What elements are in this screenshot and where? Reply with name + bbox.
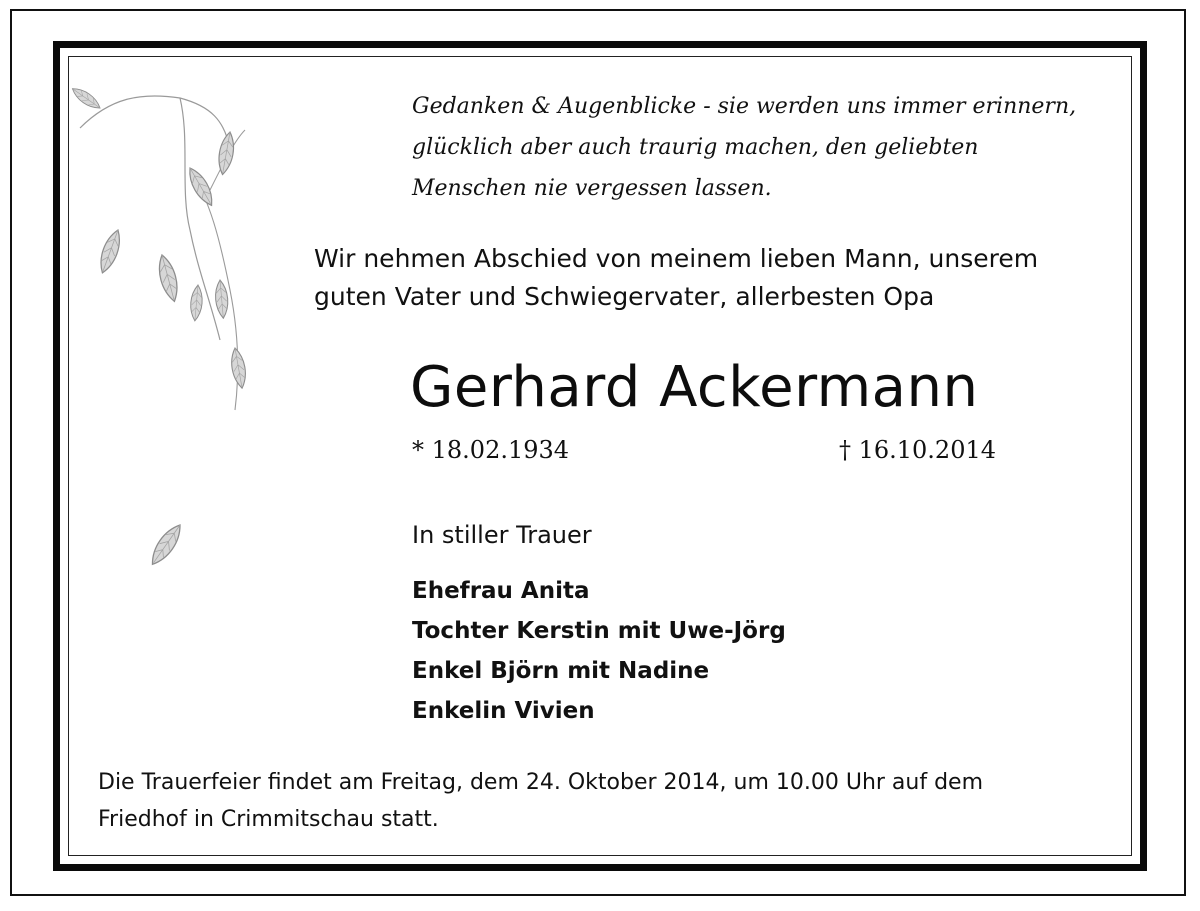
farewell-line: guten Vater und Schwiegervater, allerbesten Opa — [314, 282, 935, 311]
mourning-heading: In stiller Trauer — [412, 521, 592, 549]
family-list — [412, 571, 786, 731]
poem-line: Gedanken & Augenblicke - sie werden uns immer erinnern, — [412, 94, 1077, 119]
farewell-line: Wir nehmen Abschied von meinem lieben Mann, unserem — [314, 244, 1039, 273]
funeral-info — [98, 764, 1118, 838]
birch-leaves-icon — [70, 80, 310, 620]
poem-line: Menschen nie vergessen lassen. — [412, 176, 772, 201]
family-member: Ehefrau Anita — [412, 578, 590, 604]
family-member: Enkelin Vivien — [412, 698, 595, 724]
farewell-text — [314, 240, 1114, 316]
funeral-line: Die Trauerfeier findet am Freitag, dem 24. Oktober 2014, um 10.00 Uhr auf dem — [98, 770, 984, 795]
death-date: † 16.10.2014 — [838, 436, 996, 464]
deceased-name: Gerhard Ackermann — [410, 355, 979, 420]
birth-date: * 18.02.1934 — [412, 436, 570, 464]
life-dates — [412, 434, 996, 466]
family-member: Enkel Björn mit Nadine — [412, 658, 710, 684]
poem-line: glücklich aber auch traurig machen, den geliebten — [412, 135, 979, 160]
family-member: Tochter Kerstin mit Uwe-Jörg — [412, 618, 786, 644]
funeral-line: Friedhof in Crimmitschau statt. — [98, 807, 439, 832]
poem — [412, 86, 1132, 209]
